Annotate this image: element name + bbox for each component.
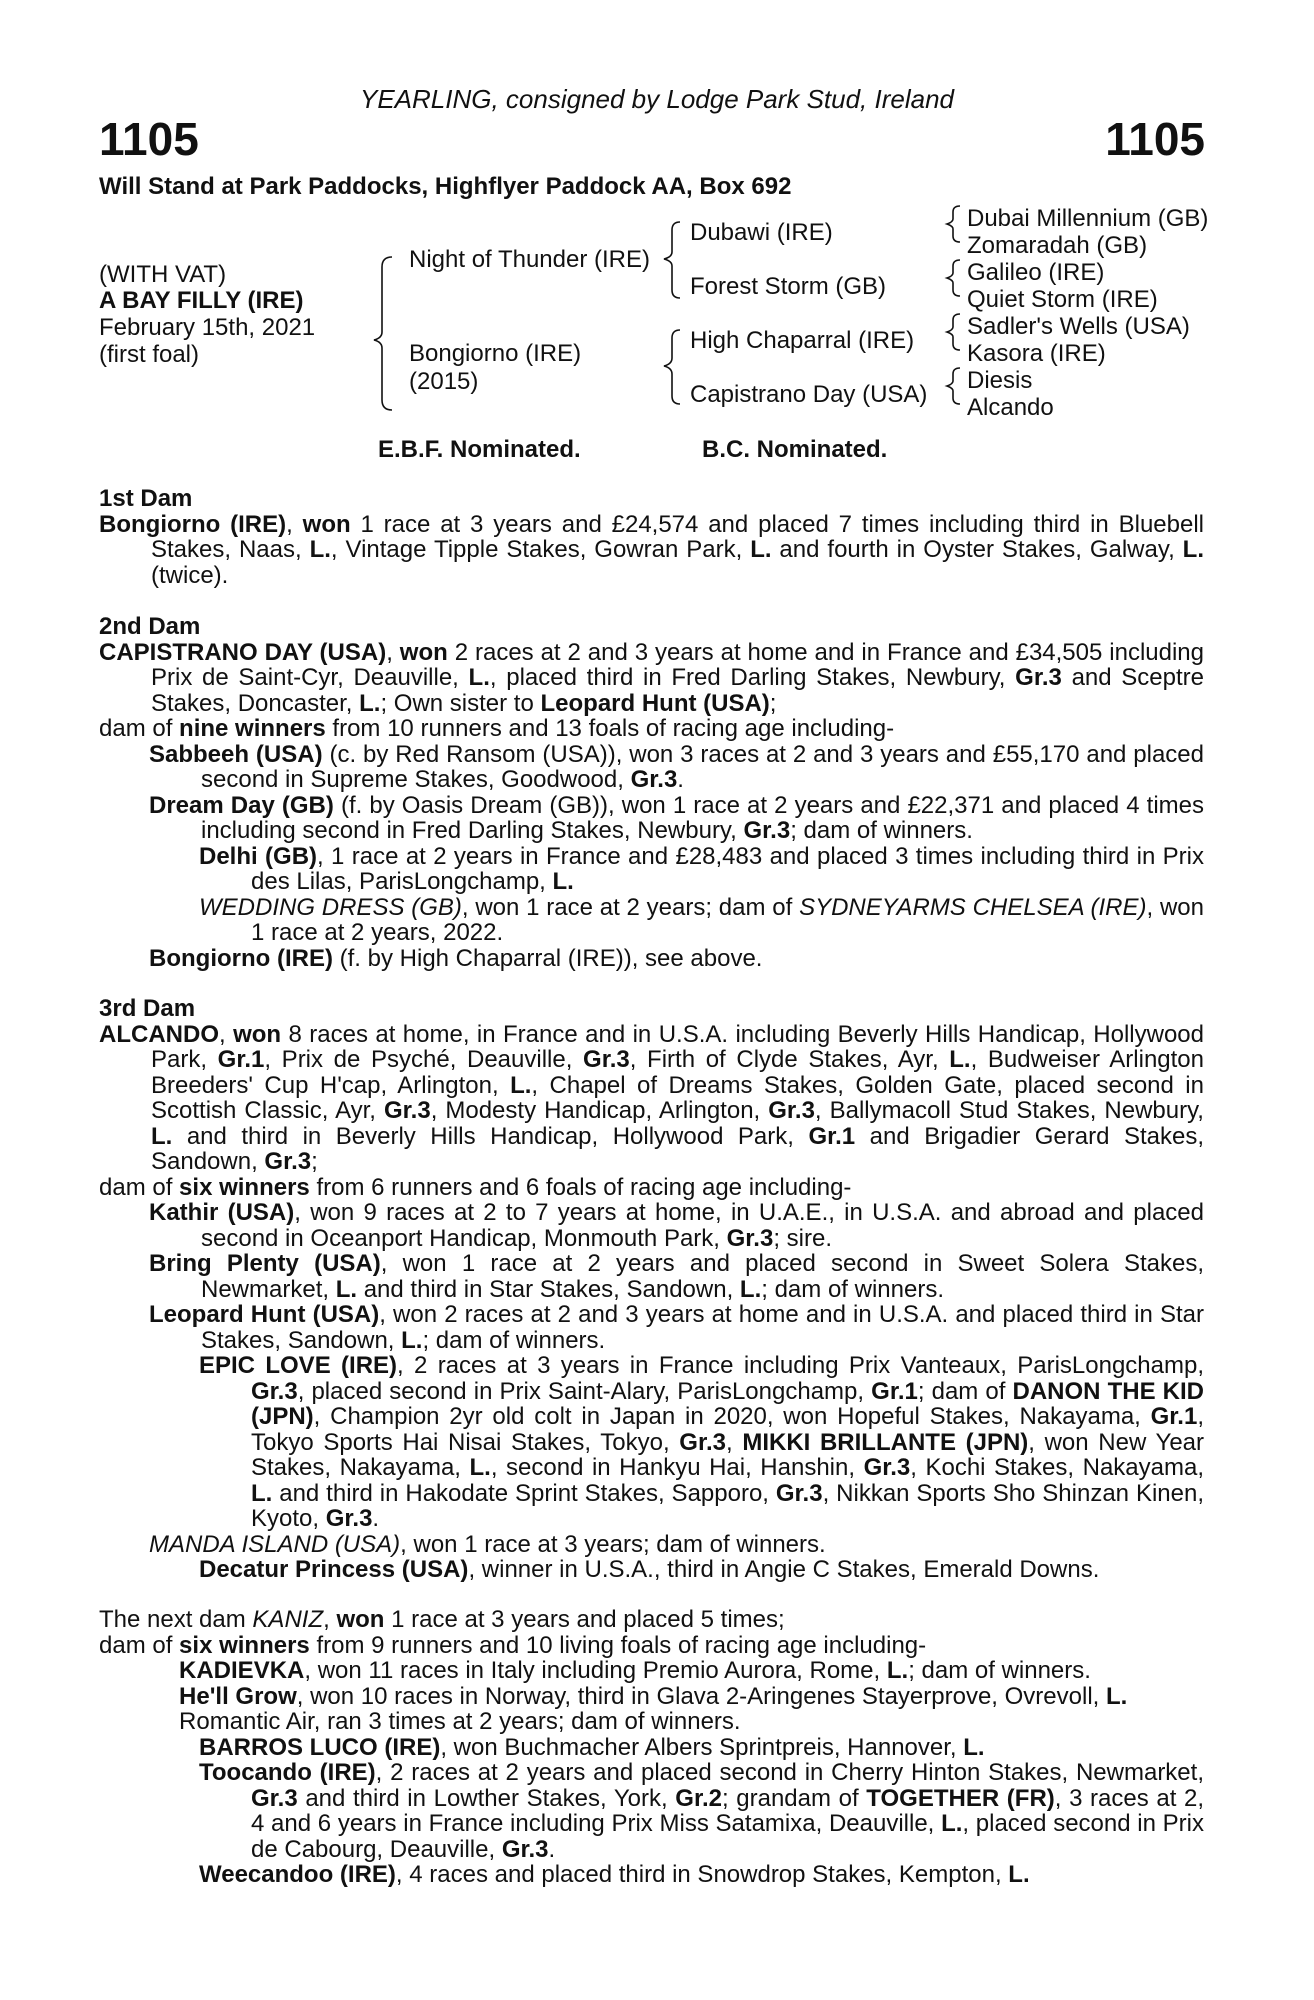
dam-name: Bongiorno (IRE) bbox=[409, 340, 582, 367]
gen3-2: Zomaradah (GB) bbox=[967, 232, 1148, 259]
third-dam-heading: 3rd Dam bbox=[99, 995, 196, 1022]
pedigree-entry: CAPISTRANO DAY (USA), won 2 races at 2 and 3 years at home and in France and £34,505 including Prix de Saint-Cyr, Deauville, L., placed third in Fred Darling Stakes, Newbury, Gr.3 and Sceptre Stakes, Doncaster, L.; Own sister to Leopard Hunt (USA); bbox=[99, 638, 1205, 717]
dam-sire: High Chaparral (IRE) bbox=[690, 327, 915, 354]
pedigree-entry: Leopard Hunt (USA), won 2 races at 2 and 3 years at home and in U.S.A. and placed third in Star Stakes, Sandown, L.; dam of winners. bbox=[149, 1301, 1204, 1354]
ebf-nomination: E.B.F. Nominated. bbox=[378, 436, 581, 463]
pedigree-entry: ALCANDO, won 8 races at home, in France and in U.S.A. including Beverly Hills Handicap, Hollywood Park, Gr.1, Prix de Psyché, Deauville, Gr.3, Firth of Clyde Stakes, Ayr, L., Budweiser Arlington Breeders' Cup H'cap, Arlington, L., Chapel of Dreams Stakes, Golden Gate, placed second in Scottish Classic, Ayr, Gr.3, Modesty Handicap, Arlington, Gr.3, Ballymacoll Stud Stakes, Newbury, L. and third in Beverly Hills Handicap, Hollywood Park, Gr.1 and Brigadier Gerard Stakes, Sandown, Gr.3; bbox=[99, 1020, 1204, 1175]
pedigree-entry: Delhi (GB), 1 race at 2 years in France and £28,483 and placed 3 times including third in Prix des Lilas, ParisLongchamp, L. bbox=[199, 842, 1205, 895]
consignment-line: YEARLING, consigned by Lodge Park Stud, Ireland bbox=[359, 84, 954, 114]
sire-name: Night of Thunder (IRE) bbox=[409, 246, 650, 273]
pedigree-entry: He'll Grow, won 10 races in Norway, third in Glava 2-Aringenes Stayerprove, Ovrevoll, L. bbox=[179, 1682, 1128, 1710]
pedigree-entry: dam of six winners from 9 runners and 10 living foals of racing age including- bbox=[99, 1631, 927, 1659]
gen3-8: Alcando bbox=[967, 394, 1054, 421]
second-dam-section bbox=[99, 614, 1204, 971]
third-dam-entries bbox=[99, 1022, 1204, 1583]
next-dam-entries bbox=[99, 1607, 1204, 1888]
pedigree-entry: Decatur Princess (USA), winner in U.S.A., third in Angie C Stakes, Emerald Downs. bbox=[199, 1556, 1100, 1583]
pedigree-entry: EPIC LOVE (IRE), 2 races at 3 years in France including Prix Vanteaux, ParisLongchamp, Gr.3, placed second in Prix Saint-Alary, ParisLongchamp, Gr.1; dam of DANON THE KID (JPN), Champion 2yr old colt in Japan in 2020, won Hopeful Stakes, Nakayama, Gr.1, Tokyo Sports Hai Nisai Stakes, Tokyo, Gr.3, MIKKI BRILLANTE (JPN), won New Year Stakes, Nakayama, L., second in Hankyu Hai, Hanshin, Gr.3, Kochi Stakes, Nakayama, L. and third in Hakodate Sprint Stakes, Sapporo, Gr.3, Nikkan Sports Sho Shinzan Kinen, Kyoto, Gr.3. bbox=[199, 1352, 1205, 1532]
pedigree-entry: Bring Plenty (USA), won 1 race at 2 years and placed second in Sweet Solera Stakes, Newmarket, L. and third in Star Stakes, Sandown, L.; dam of winners. bbox=[149, 1250, 1204, 1303]
pedigree-entry: Sabbeeh (USA) (c. by Red Ransom (USA)), won 3 races at 2 and 3 years and £55,170 and placed second in Supreme Stakes, Goodwood, Gr.3. bbox=[149, 740, 1204, 793]
third-dam-section bbox=[99, 996, 1204, 1583]
pedigree-entry: WEDDING DRESS (GB), won 1 race at 2 years; dam of SYDNEYARMS CHELSEA (IRE), won 1 race at 2 years, 2022. bbox=[199, 893, 1204, 946]
first-dam-heading: 1st Dam bbox=[99, 485, 193, 512]
pedigree-entry: Toocando (IRE), 2 races at 2 years and placed second in Cherry Hinton Stakes, Newmarket, Gr.3 and third in Lowther Stakes, York, Gr.2; grandam of TOGETHER (FR), 3 races at 2, 4 and 6 years in France including Prix Miss Satamixa, Deauville, L., placed second in Prix de Cabourg, Deauville, Gr.3. bbox=[199, 1759, 1205, 1863]
lot-number-right: 1105 bbox=[1105, 113, 1205, 165]
second-dam-heading: 2nd Dam bbox=[99, 613, 201, 640]
sire-dam: Forest Storm (GB) bbox=[690, 273, 887, 300]
foal-note: (first foal) bbox=[99, 341, 200, 368]
pedigree-entry: Romantic Air, ran 3 times at 2 years; dam of winners. bbox=[99, 1708, 741, 1735]
horse-name: A BAY FILLY (IRE) bbox=[99, 287, 304, 314]
pedigree-entry: The next dam KANIZ, won 1 race at 3 years and placed 5 times; bbox=[99, 1606, 785, 1633]
first-dam-section bbox=[99, 486, 1204, 588]
next-dam-section bbox=[99, 1607, 1204, 1888]
pedigree-entry: KADIEVKA, won 11 races in Italy including Premio Aurora, Rome, L.; dam of winners. bbox=[179, 1657, 1091, 1684]
gen3-5: Sadler's Wells (USA) bbox=[967, 313, 1190, 340]
gen3-6: Kasora (IRE) bbox=[967, 340, 1106, 367]
vat-label: (WITH VAT) bbox=[99, 261, 227, 288]
first-dam-text: Bongiorno (IRE), won 1 race at 3 years and £24,574 and placed 7 times including third in Bluebell Stakes, Naas, L., Vintage Tipple Stakes, Gowran Park, L. and fourth in Oyster Stakes, Galway, L. (twice). bbox=[99, 510, 1205, 589]
sire-sire: Dubawi (IRE) bbox=[690, 219, 833, 246]
pedigree-entry: Bongiorno (IRE) (f. by High Chaparral (IRE)), see above. bbox=[149, 944, 763, 972]
dam-year: (2015) bbox=[409, 368, 479, 395]
gen3-1: Dubai Millennium (GB) bbox=[967, 205, 1209, 232]
gen3-4: Quiet Storm (IRE) bbox=[967, 286, 1158, 313]
pedigree-entry: MANDA ISLAND (USA), won 1 race at 3 years; dam of winners. bbox=[149, 1530, 826, 1558]
pedigree-entry: dam of six winners from 6 runners and 6 foals of racing age including- bbox=[99, 1173, 852, 1201]
gen3-7: Diesis bbox=[967, 367, 1033, 394]
pedigree-entry: Kathir (USA), won 9 races at 2 to 7 years at home, in U.A.E., in U.S.A. and abroad and placed second in Oceanport Handicap, Monmouth Park, Gr.3; sire. bbox=[149, 1199, 1205, 1252]
second-dam-entries bbox=[99, 640, 1204, 972]
bc-nomination: B.C. Nominated. bbox=[702, 436, 888, 463]
lot-number-left: 1105 bbox=[99, 113, 199, 165]
stand-location: Will Stand at Park Paddocks, Highflyer Paddock AA, Box 692 bbox=[99, 173, 792, 200]
dam-dam: Capistrano Day (USA) bbox=[690, 381, 928, 408]
pedigree-entry: BARROS LUCO (IRE), won Buchmacher Albers Sprintpreis, Hannover, L. bbox=[199, 1733, 985, 1761]
pedigree-entry: Weecandoo (IRE), 4 races and placed third in Snowdrop Stakes, Kempton, L. bbox=[199, 1861, 1030, 1888]
foaling-date: February 15th, 2021 bbox=[99, 314, 316, 341]
pedigree-entry: dam of nine winners from 10 runners and 13 foals of racing age including- bbox=[99, 715, 895, 742]
pedigree-entry: Dream Day (GB) (f. by Oasis Dream (GB)), won 1 race at 2 years and £22,371 and placed 4 times including second in Fred Darling Stakes, Newbury, Gr.3; dam of winners. bbox=[149, 791, 1204, 844]
gen3-3: Galileo (IRE) bbox=[967, 259, 1105, 286]
